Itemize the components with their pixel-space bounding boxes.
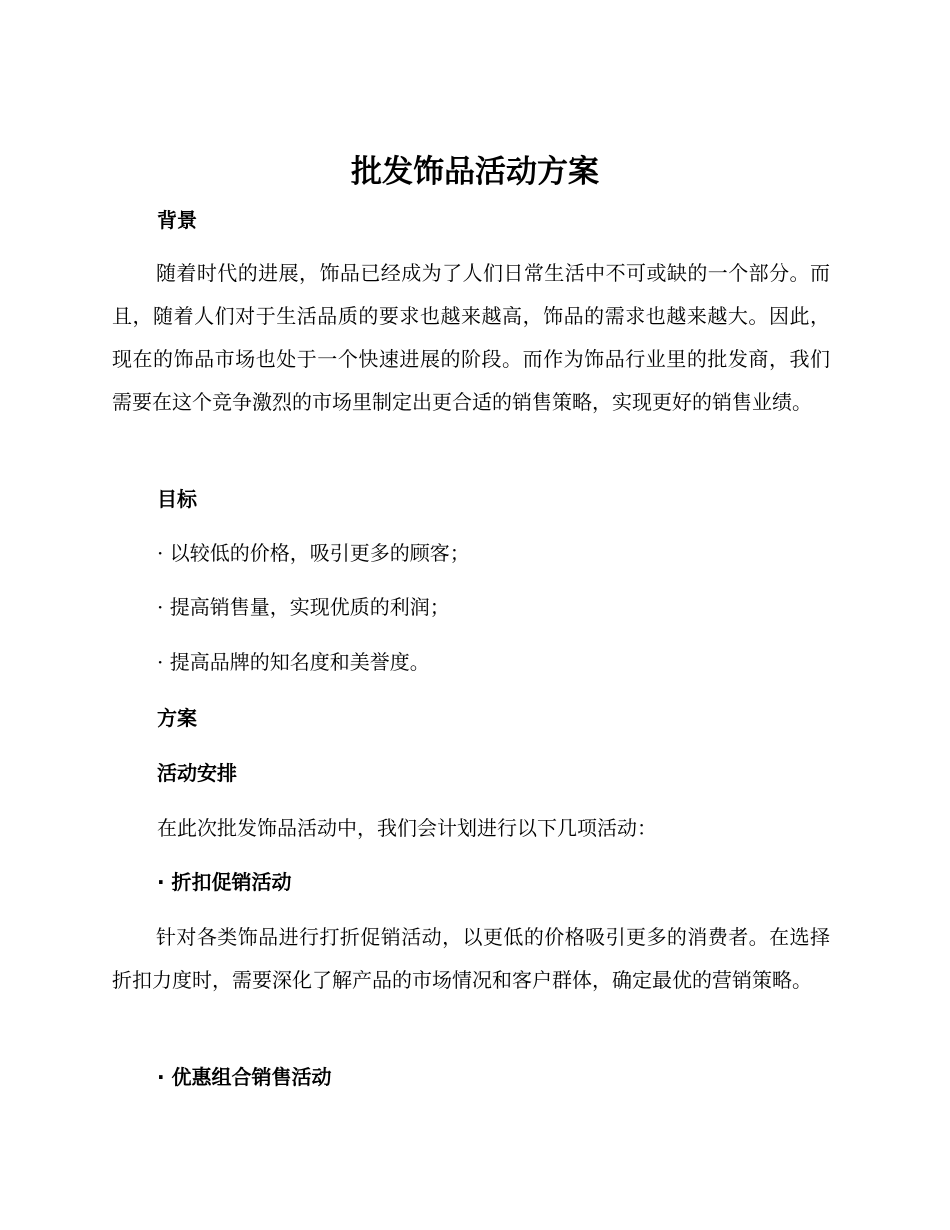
section-heading-goal: 目标	[157, 487, 197, 511]
activity-intro: 在此次批发饰品活动中，我们会计划进行以下几项活动：	[157, 816, 657, 840]
goal-item-2: · 提高销售量，实现优质的利润；	[157, 595, 450, 619]
goal-item-1: · 以较低的价格，吸引更多的顾客；	[157, 541, 470, 565]
section-heading-background: 背景	[157, 208, 197, 232]
activity-heading-discount: · 折扣促销活动	[157, 870, 292, 894]
activity-heading-combo: · 优惠组合销售活动	[157, 1065, 332, 1089]
background-paragraph: 随着时代的进展，饰品已经成为了人们日常生活中不可或缺的一个部分。而且，随着人们对于生活品质的要求也越来越高，饰品的需求也越来越大。因此，现在的饰品市场也处于一个快速进展的阶段。而作为饰品行业里的批发商，我们需要在这个竞争激烈的市场里制定出更合适的销售策略，实现更好的销售业绩。	[112, 261, 830, 414]
subsection-heading-activity: 活动安排	[157, 761, 237, 785]
section-heading-plan: 方案	[157, 706, 197, 730]
document-title: 批发饰品活动方案	[351, 154, 599, 190]
discount-paragraph: 针对各类饰品进行打折促销活动，以更低的价格吸引更多的消费者。在选择折扣力度时，需要深化了解产品的市场情况和客户群体，确定最优的营销策略。	[112, 925, 830, 992]
goal-item-3: · 提高品牌的知名度和美誉度。	[157, 650, 430, 674]
